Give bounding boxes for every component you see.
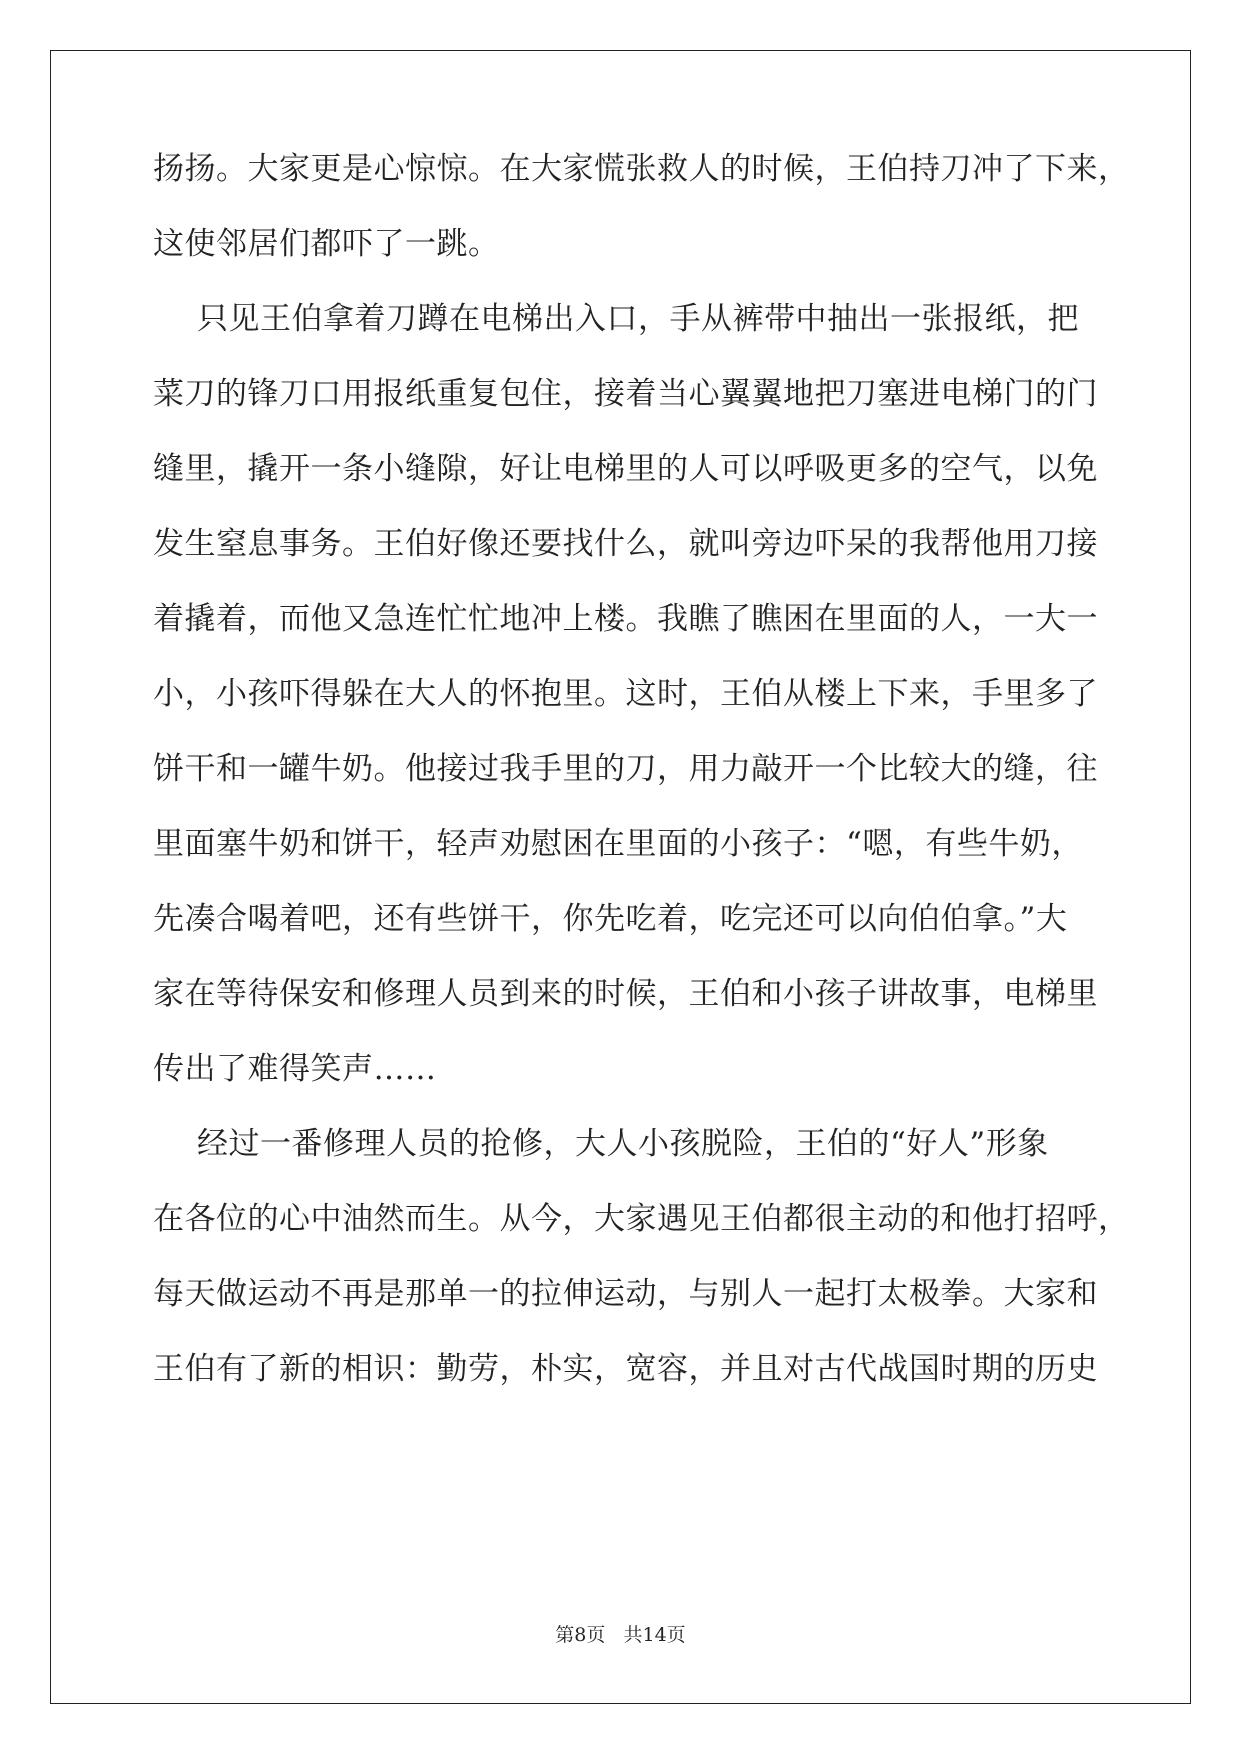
text-line-8: 小，小孩吓得躲在大人的怀抱里。这时，王伯从楼上下来，手里多了 — [153, 676, 1098, 712]
text-line-1: 扬扬。大家更是心惊惊。在大家慌张救人的时候，王伯持刀冲了下来， — [153, 151, 1130, 187]
text-line-6: 发生窒息事务。王伯好像还要找什么，就叫旁边吓呆的我帮他用刀接 — [153, 526, 1098, 562]
text-line-16: 每天做运动不再是那单一的拉伸运动，与别人一起打太极拳。大家和 — [153, 1276, 1098, 1312]
text-line-13: 传出了难得笑声…… — [153, 1051, 437, 1087]
text-line-7: 着撬着，而他又急连忙忙地冲上楼。我瞧了瞧困在里面的人，一大一 — [153, 601, 1098, 637]
text-line-11: 先凑合喝着吧，还有些饼干，你先吃着，吃完还可以向伯伯拿。”大 — [153, 901, 1068, 937]
paragraph-start-line-14: 经过一番修理人员的抢修，大人小孩脱险，王伯的“好人”形象 — [197, 1126, 1049, 1162]
text-line-9: 饼干和一罐牛奶。他接过我手里的刀，用力敲开一个比较大的缝，往 — [153, 751, 1098, 787]
text-line-2: 这使邻居们都吓了一跳。 — [153, 226, 500, 262]
paragraph-start-line-3: 只见王伯拿着刀蹲在电梯出入口，手从裤带中抽出一张报纸，把 — [197, 301, 1079, 337]
text-line-15: 在各位的心中油然而生。从今，大家遇见王伯都很主动的和他打招呼， — [153, 1201, 1130, 1237]
text-line-10: 里面塞牛奶和饼干，轻声劝慰困在里面的小孩子：“嗯，有些牛奶， — [153, 826, 1083, 862]
page-number-footer: 第8页 共14页 — [555, 1624, 686, 1646]
text-line-5: 缝里，撬开一条小缝隙，好让电梯里的人可以呼吸更多的空气，以免 — [153, 451, 1098, 487]
text-line-4: 菜刀的锋刀口用报纸重复包住，接着当心翼翼地把刀塞进电梯门的门 — [153, 376, 1098, 412]
text-line-12: 家在等待保安和修理人员到来的时候，王伯和小孩子讲故事，电梯里 — [153, 976, 1098, 1012]
text-line-17: 王伯有了新的相识：勤劳，朴实，宽容，并且对古代战国时期的历史 — [153, 1351, 1098, 1387]
